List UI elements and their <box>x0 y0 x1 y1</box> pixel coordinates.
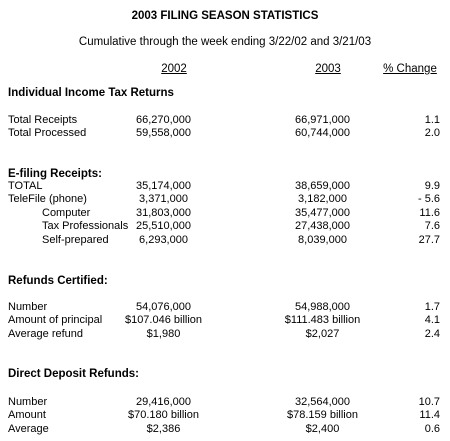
value-2003: 3,182,000 <box>298 193 347 206</box>
percent-change: 7.6 <box>424 220 440 233</box>
percent-change: 11.6 <box>419 206 440 219</box>
percent-change: - 5.6 <box>417 193 440 206</box>
percent-change: 0.6 <box>424 422 440 435</box>
row-label: Total Receipts <box>8 114 78 126</box>
percent-change: 2.0 <box>424 127 440 140</box>
page-title: 2003 FILING SEASON STATISTICS <box>131 10 319 22</box>
value-2002: $107.046 billion <box>124 314 203 327</box>
value-2002: $70.180 billion <box>128 409 199 422</box>
section-heading: Direct Deposit Refunds: <box>8 368 139 380</box>
value-2002: 6,293,000 <box>139 233 188 246</box>
value-2003: $111.483 billion <box>284 314 361 327</box>
row-label: Amount of principal <box>8 314 103 327</box>
value-2003: 8,039,000 <box>298 233 347 246</box>
value-2002: 35,174,000 <box>135 180 192 192</box>
value-2002: 59,558,000 <box>135 127 192 140</box>
value-2002: 66,270,000 <box>135 114 192 126</box>
column-header-change: % Change <box>383 63 437 75</box>
value-2002: $1,980 <box>146 327 181 340</box>
value-2003: 38,659,000 <box>294 180 351 192</box>
page-subtitle: Cumulative through the week ending 3/22/02 and 3/21/03 <box>78 36 372 48</box>
value-2003: 60,744,000 <box>294 127 351 140</box>
row-label: Amount <box>8 409 46 422</box>
percent-change: 2.4 <box>424 327 440 340</box>
value-2003: 27,438,000 <box>294 220 351 233</box>
column-header-2002: 2002 <box>161 63 187 75</box>
percent-change: 9.9 <box>424 180 440 192</box>
row-label: Average <box>8 422 49 435</box>
percent-change: 11.4 <box>419 409 440 422</box>
row-label: Computer <box>42 206 91 219</box>
percent-change: 4.1 <box>424 314 440 327</box>
value-2003: 66,971,000 <box>294 114 351 126</box>
value-2003: 35,477,000 <box>294 206 351 219</box>
row-label: Tax Professionals <box>42 220 129 233</box>
column-header-2003: 2003 <box>315 63 341 75</box>
percent-change: 1.7 <box>424 301 440 313</box>
row-label: Total Processed <box>8 127 87 140</box>
value-2002: 3,371,000 <box>139 193 188 206</box>
row-label: Self-prepared <box>42 233 109 246</box>
percent-change: 10.7 <box>418 396 440 408</box>
value-2003: $78.159 billion <box>287 409 358 422</box>
value-2003: $2,400 <box>305 422 340 435</box>
section-heading: Refunds Certified: <box>8 275 108 287</box>
percent-change: 1.1 <box>424 114 440 126</box>
value-2003: 32,564,000 <box>294 396 351 408</box>
section-heading: E-filing Receipts: <box>8 168 102 180</box>
value-2002: 25,510,000 <box>135 220 192 233</box>
section-heading: Individual Income Tax Returns <box>8 87 174 99</box>
row-label: Number <box>8 396 48 408</box>
value-2002: 54,076,000 <box>135 301 192 313</box>
row-label: TOTAL <box>8 180 43 192</box>
value-2002: $2,386 <box>146 422 181 435</box>
row-label: Average refund <box>8 327 84 340</box>
value-2003: 54,988,000 <box>294 301 351 313</box>
row-label: TeleFile (phone) <box>8 193 87 206</box>
value-2003: $2,027 <box>305 327 340 340</box>
row-label: Number <box>8 301 48 313</box>
value-2002: 29,416,000 <box>135 396 192 408</box>
percent-change: 27.7 <box>418 233 440 246</box>
value-2002: 31,803,000 <box>135 206 192 219</box>
